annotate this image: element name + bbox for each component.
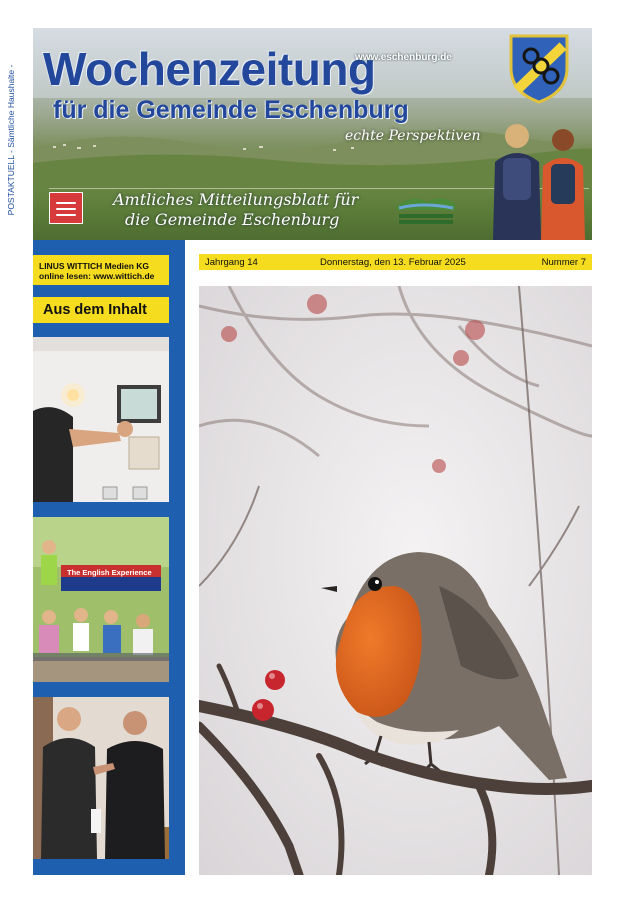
contents-heading-box <box>33 297 169 323</box>
publisher-name: LINUS WITTICH Medien KG <box>39 261 150 271</box>
official-gazette-line2: die Gemeinde Eschenburg <box>125 210 340 229</box>
issue-info-bar <box>199 254 592 270</box>
award-ceremony-image <box>33 697 169 859</box>
hikers-image <box>479 114 591 240</box>
issue-number: Nummer 7 <box>541 257 586 268</box>
slogan: echte Perspektiven <box>345 128 481 144</box>
website-url[interactable]: www.eschenburg.de <box>355 52 452 63</box>
children-group-image <box>33 517 169 682</box>
postal-notice <box>4 60 18 220</box>
contents-photo-3[interactable] <box>33 697 169 859</box>
cover-photo <box>199 286 592 875</box>
contents-photo-1[interactable] <box>33 337 169 502</box>
wall-control-panel-image <box>33 337 169 502</box>
publisher-online-link[interactable]: online lesen: www.wittich.de <box>39 271 155 281</box>
newspaper-subtitle: für die Gemeinde Eschenburg <box>53 96 409 124</box>
postal-notice-text: POSTAKTUELL - Sämtliche Haushalte - <box>6 64 16 216</box>
publisher-box <box>33 255 169 285</box>
official-gazette-label <box>113 190 358 230</box>
publisher-logo-icon <box>49 192 83 224</box>
official-gazette-line1: Amtliches Mitteilungsblatt für <box>113 190 359 209</box>
newspaper-title: Wochenzeitung <box>43 43 376 95</box>
masthead <box>33 28 592 240</box>
photo2-banner-text: The English Experience <box>67 568 152 577</box>
issue-date: Donnerstag, den 13. Februar 2025 <box>320 257 466 268</box>
coat-of-arms-icon <box>507 32 571 104</box>
contents-heading: Aus dem Inhalt <box>43 302 147 318</box>
robin-on-branch-image <box>199 286 592 875</box>
volume-label: Jahrgang 14 <box>205 257 258 268</box>
contents-photo-2[interactable] <box>33 517 169 682</box>
naturpark-logo-icon <box>393 192 459 228</box>
